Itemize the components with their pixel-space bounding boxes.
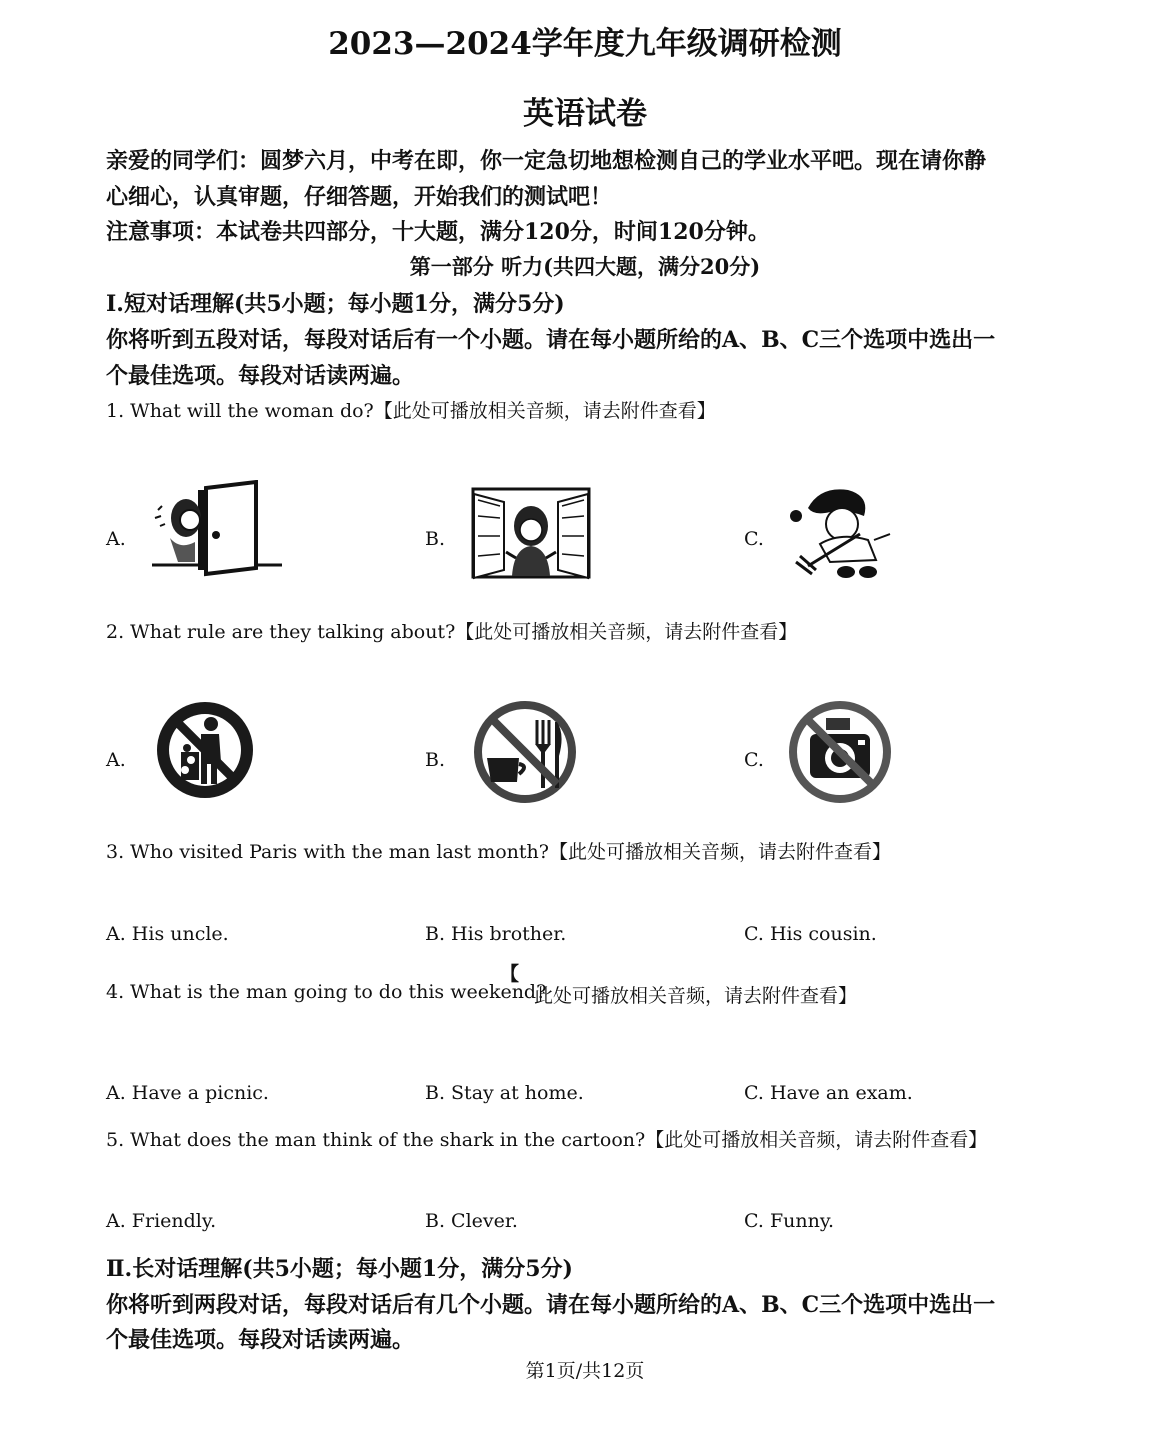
question-1 [106,396,716,423]
section1-heading: Ⅰ.短对话理解(共5小题；每小题1分，满分5分) [106,291,565,317]
option-b: B. Clever. [425,1210,518,1232]
section1-instruction-2: 个最佳选项。每段对话读两遍。 [106,363,415,389]
exam-subtitle: 英语试卷 [523,96,647,132]
question-stem: 3. Who visited Paris with the man last month? [106,841,549,863]
intro-line-2: 心细心，认真审题，仔细答题，开始我们的测试吧！ [106,184,613,210]
part1-heading: 第一部分 听力(共四大题，满分20分) [409,254,761,279]
no-photography-sign-icon [788,700,892,804]
no-food-drink-sign-icon [473,700,577,804]
audio-note: 【此处可播放相关音频，请去附件查看】 [373,400,716,422]
audio-note: 【此处可播放相关音频，请去附件查看】 [455,621,798,643]
option-c: C. His cousin. [744,923,877,945]
question-4-stem: 4. What is the man going to do this weekend? [106,981,547,1003]
option-a-label: A. [106,528,126,550]
intro-line-1: 亲爱的同学们：圆梦六月，中考在即，你一定急切地想检测自己的学业水平吧。现在请你静 [106,148,987,174]
option-b-label: B. [425,749,446,771]
girl-sweeping-image [790,486,900,580]
question-4-bracket: 【 [500,963,520,985]
section2-heading: Ⅱ.长对话理解(共5小题；每小题1分，满分5分) [106,1256,573,1282]
exam-title: 2023—2024学年度九年级调研检测 [328,26,842,62]
option-a: A. His uncle. [106,923,229,945]
option-c-label: C. [744,749,764,771]
option-a: A. Friendly. [106,1210,217,1232]
option-c: C. Funny. [744,1210,835,1232]
no-littering-sign-icon [155,700,255,800]
audio-note: 【此处可播放相关音频，请去附件查看】 [645,1129,988,1151]
option-c: C. Have an exam. [744,1082,913,1104]
option-b: B. His brother. [425,923,567,945]
option-a-label: A. [106,749,126,771]
page-number: 第1页/共12页 [525,1360,645,1382]
notice-line: 注意事项：本试卷共四部分，十大题，满分120分，时间120分钟。 [106,219,770,245]
option-c-label: C. [744,528,764,550]
girl-opening-window-image [470,486,592,580]
question-4-audio-note: 此处可播放相关音频，请去附件查看】 [534,985,858,1007]
section2-instruction-1: 你将听到两段对话，每段对话后有几个小题。请在每小题所给的A、B、C三个选项中选出一 [106,1292,996,1318]
section1-instruction-1: 你将听到五段对话，每段对话后有一个小题。请在每小题所给的A、B、C三个选项中选出一 [106,327,996,353]
audio-note: 【此处可播放相关音频，请去附件查看】 [548,841,891,863]
question-stem: 5. What does the man think of the shark in the cartoon? [106,1129,646,1151]
option-a: A. Have a picnic. [106,1082,269,1104]
option-b-label: B. [425,528,446,550]
question-2 [106,617,797,644]
question-stem: 1. What will the woman do? [106,400,374,422]
question-stem: 2. What rule are they talking about? [106,621,456,643]
question-3 [106,837,891,864]
option-b: B. Stay at home. [425,1082,584,1104]
question-5 [106,1125,987,1152]
girl-opening-door-image [150,480,285,578]
section2-instruction-2: 个最佳选项。每段对话读两遍。 [106,1327,415,1353]
